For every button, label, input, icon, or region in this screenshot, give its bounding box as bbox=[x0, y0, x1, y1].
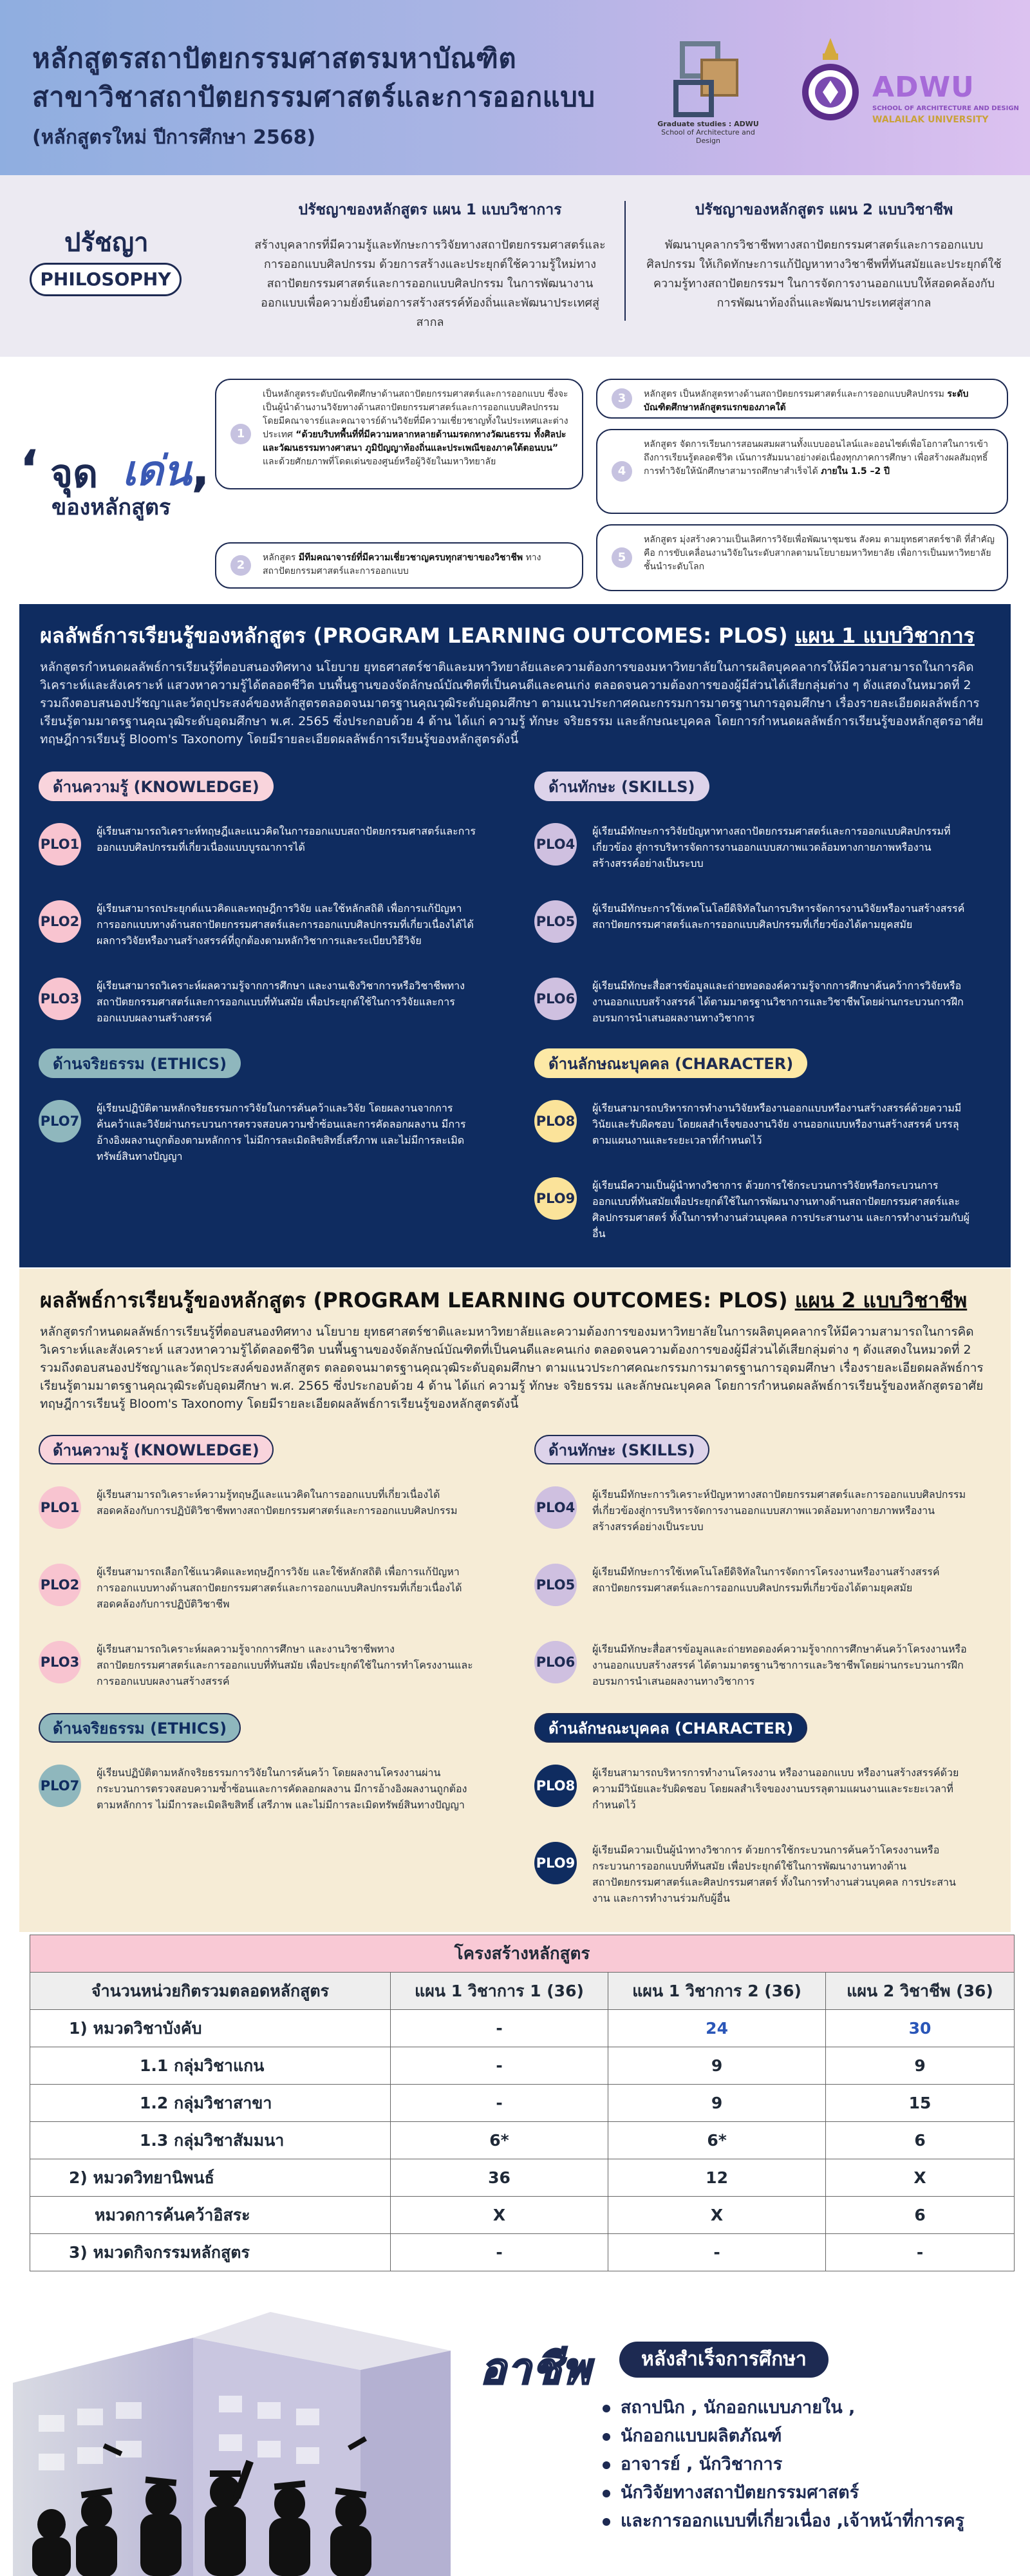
plo-badge: PLO7 bbox=[39, 1765, 81, 1807]
category-ethics: ด้านจริยธรรม (ETHICS) bbox=[39, 1048, 241, 1078]
plo-plan2-section bbox=[19, 1269, 1011, 1932]
philosophy-plan1-text: สร้างบุคลากรที่มีความรู้และทักษะการวิจัยทางสถาปัตยกรรมศาสตร์และการออกแบบศิลปกรรม ด้วยการสร้างและประยุกต์ใช้ความรู้ใหม่ทางสถาปัตยกรรมศาสตร์และการออกแบบศิลปกรรม ในการพัฒนางานออกแบบเพื่อความยั่งยืนต่อการสร้างสรรค์ท้องถิ่นและพัฒนาประเทศสู่สากล bbox=[254, 238, 606, 329]
table-cell: X bbox=[608, 2197, 826, 2234]
plo-badge: PLO2 bbox=[39, 1564, 81, 1606]
table-header: จำนวนหน่วยกิตรวมตลอดหลักสูตร bbox=[30, 1973, 391, 2010]
table-cell: - bbox=[826, 2234, 1015, 2271]
table-cell: 9 bbox=[826, 2047, 1015, 2085]
career-subtitle: หลังสำเร็จการศึกษา bbox=[619, 2342, 829, 2378]
list-item: นักวิจัยทางสถาปัตยกรรมศาสตร์ bbox=[599, 2481, 1024, 2505]
table-cell: X bbox=[826, 2159, 1015, 2197]
plo-text: ผู้เรียนสามารถวิเคราะห์ผลความรู้จากการศึกษา และงานวิชาชีพทางสถาปัตยกรรมศาสตร์และการออกแบบที่ทันสมัย เพื่อประยุกต์ใช้ในการทำโครงงานและการออกแบบผลงานสร้างสรรค์ bbox=[97, 1643, 473, 1687]
plo-plan2-intro: หลักสูตรกำหนดผลลัพธ์การเรียนรู้ที่ตอบสนองทิศทาง นโยบาย ยุทธศาสตร์ชาติและมหาวิทยาลัยและความต้องการของมหาวิทยาลัยในการผลิตบุคคลากรให้มีความสามารถในการคิดวิเคราะห์และสังเคราะห์ แสวงหาความรู้ได้ตลอดชีวิต บนพื้นฐานของจัดลักษณ์บัณฑิตที่เป็นคนดีและคนเก่ง ตลอดจนความต้องการของผู้มีส่วนได้เสียกลุ่มต่าง ๆ ดังแสดงในหมวดที่ 2 รวมถึงตอบสนองปรัชญาและวัตถุประสงค์ของหลักสูตร ตลอดจนมาตรฐานคุณวุฒิระดับอุดมศึกษา ตามแนวประกาศคณะกรรมการมาตรฐานการอุดมศึกษา เรื่องรายละเอียดผลลัพธ์การเรียนรู้ตามมาตรฐานคุณวุฒิระดับอุดมศึกษา พ.ศ. 2565 ซึ่งประกอบด้วย 4 ด้าน ได้แก่ ความรู้ ทักษะ จริยธรรม และลักษณะบุคคล โดยการกำหนดผลลัพธ์การเรียนรู้ของหลักสูตรอาศัยทฤษฎีการเรียนรู้ Bloom's Taxonomy โดยมีรายละเอียดผลลัพธ์การเรียนรู้ของหลักสูตรดังนี้ bbox=[40, 1325, 984, 1411]
list-item: นักออกแบบผลิตภัณฑ์ bbox=[599, 2424, 1024, 2448]
category-character: ด้านลักษณะบุคคล (CHARACTER) bbox=[534, 1713, 807, 1743]
table-cell: 6* bbox=[391, 2122, 608, 2159]
plo-text: ผู้เรียนสามารถวิเคราะห์ความรู้ทฤษฎีและแนวคิดในการออกแบบที่เกี่ยวเนื่องได้สอดคล้องกับการปฏิบัติวิชาชีพทางสถาปัตยกรรมศาสตร์และการออกแบบศิลปกรรม bbox=[97, 1488, 458, 1517]
plo-badge: PLO7 bbox=[39, 1100, 81, 1142]
highlights-title-c: ของหลักสูตร bbox=[52, 495, 171, 520]
table-cell: - bbox=[608, 2234, 826, 2271]
table-row bbox=[30, 2010, 1015, 2047]
plo-text: ผู้เรียนมีความเป็นผู้นำทางวิชาการ ด้วยการใช้กระบวนการค้นคว้าโครงงานหรือกระบวนการออกแบบที่ทันสมัย เพื่อประยุกต์ใช้ในการพัฒนางานทางด้านสถาปัตยกรรมศาสตร์และศิลปกรรมศาสตร์ ทั้งในการทำงานส่วนบุคคล การประสานงาน และการทำงานร่วมกับผู้อื่น bbox=[592, 1844, 956, 1904]
highlight-number: 4 bbox=[612, 461, 632, 482]
plo-badge: PLO5 bbox=[534, 900, 577, 943]
table-row bbox=[30, 2122, 1015, 2159]
table-header-row bbox=[30, 1973, 1015, 2010]
plo-badge: PLO4 bbox=[534, 1486, 577, 1529]
philosophy-section bbox=[0, 175, 1030, 357]
highlight-number: 1 bbox=[230, 424, 251, 444]
university-seal-icon bbox=[798, 35, 863, 126]
plo-text: ผู้เรียนสามารถเลือกใช้แนวคิดและทฤษฎีการวิจัย และใช้หลักสถิติ เพื่อการแก้ปัญหาการออกแบบทางด้านสถาปัตยกรรมศาสตร์และการออกแบบศิลปกรรมที่เกี่ยวเนื่องได้สอดคล้องกับการปฏิบัติวิชาชีพ bbox=[97, 1566, 462, 1610]
plo-badge: PLO4 bbox=[534, 823, 577, 866]
category-knowledge: ด้านความรู้ (KNOWLEDGE) bbox=[39, 1435, 274, 1464]
plo-text: ผู้เรียนสามารถประยุกต์แนวคิดและทฤษฎีการวิจัย และใช้หลักสถิติ เพื่อการแก้ปัญหาการออกแบบทางด้านสถาปัตยกรรมศาสตร์และการออกแบบศิลปกรรมที่เกี่ยวเนื่องได้ได้ผลการวิจัยหรืองานสร้างสรรค์ที่ถูกต้องตามหลักวิชาการและระเบียบวิธีวิจัย bbox=[97, 902, 474, 947]
table-row bbox=[30, 2047, 1015, 2085]
table-cell: 1.3 กลุ่มวิชาสัมมนา bbox=[30, 2122, 391, 2159]
plo-text: ผู้เรียนปฏิบัติตามหลักจริยธรรมการวิจัยในการค้นคว้าและวิจัย โดยผลงานจากการค้นคว้าและวิจัยผ่านกระบวนการตรวจสอบความซ้ำซ้อนและการคัดลอกผลงาน มีการอ้างอิงผลงานถูกต้องตามหลักการ ไม่มีการละเมิดลิขสิทธิ์เสรีภาพ และไม่มีการละเมิดทรัพย์สินทางปัญญา bbox=[97, 1102, 466, 1162]
plo-text: ผู้เรียนสามารถวิเคราะห์ทฤษฎีและแนวคิดในการออกแบบสถาปัตยกรรมศาสตร์และการออกแบบศิลปกรรมที่เกี่ยวเนื่องแบบบูรณาการได้ bbox=[97, 825, 476, 853]
highlight-number: 3 bbox=[612, 388, 632, 409]
highlight-item-3: 3 หลักสูตร เป็นหลักสูตรทางด้านสถาปัตยกรรมศาสตร์และการออกแบบศิลปกรรม ระดับบัณฑิตศึกษาหลักสูตรแรกของภาคใต้ bbox=[596, 379, 1008, 419]
plo-text: ผู้เรียนปฏิบัติตามหลักจริยธรรมการวิจัยในการค้นคว้า โดยผลงานโครงงานผ่านกระบวนการตรวจสอบความซ้ำซ้อนและการคัดลอกผลงาน มีการอ้างอิงผลงานถูกต้องตามหลักการ ไม่มีการละเมิดลิขสิทธิ์ เสรีภาพ และไม่มีการละเมิดทรัพย์สินทางปัญญา bbox=[97, 1766, 467, 1811]
table-cell: 15 bbox=[826, 2085, 1015, 2122]
plo-text: ผู้เรียนมีทักษะการใช้เทคโนโลยีดิจิทัลในการจัดการโครงงานหรืองานสร้างสรรค์สถาปัตยกรรมศาสตร์และการออกแบบศิลปกรรมที่เกี่ยวข้องได้ตามยุคสมัย bbox=[592, 1566, 940, 1594]
philosophy-divider bbox=[624, 201, 626, 321]
table-cell: 3) หมวดกิจกรรมหลักสูตร bbox=[30, 2234, 391, 2271]
table-cell: 36 bbox=[391, 2159, 608, 2197]
plo-badge: PLO9 bbox=[534, 1842, 577, 1884]
table-cell: 9 bbox=[608, 2047, 826, 2085]
table-header: แผน 1 วิชาการ 2 (36) bbox=[608, 1973, 826, 2010]
plo-badge: PLO8 bbox=[534, 1765, 577, 1807]
highlights-title-b: เด่น bbox=[122, 448, 192, 495]
table-cell: หมวดการค้นคว้าอิสระ bbox=[30, 2197, 391, 2234]
plo-text: ผู้เรียนมีทักษะสื่อสารข้อมูลและถ่ายทอดองค์ความรู้จากการศึกษาค้นคว้าการวิจัยหรืองานออกแบบสร้างสรรค์ ได้ตามมาตรฐานวิชาการและวิชาชีพโดยผ่านกระบวนการฝึกอบรมการนำเสนอผลงานทางวิชาการ bbox=[592, 980, 964, 1024]
highlights-section bbox=[0, 357, 1030, 601]
close-quote-icon: ’ bbox=[191, 466, 211, 526]
plo-text: ผู้เรียนมีทักษะการใช้เทคโนโลยีดิจิทัลในการบริหารจัดการงานวิจัยหรืองานสร้างสรรค์สถาปัตยกรรมศาสตร์และการออกแบบศิลปกรรมที่เกี่ยวข้องได้ตามยุคสมัย bbox=[592, 902, 965, 931]
category-character: ด้านลักษณะบุคคล (CHARACTER) bbox=[534, 1048, 807, 1078]
header-banner bbox=[0, 0, 1030, 175]
list-item: และการออกแบบที่เกี่ยวเนื่อง ,เจ้าหน้าที่การครู bbox=[599, 2509, 1024, 2533]
table-cell: 1.2 กลุ่มวิชาสาขา bbox=[30, 2085, 391, 2122]
table-cell: 6 bbox=[826, 2197, 1015, 2234]
category-knowledge: ด้านความรู้ (KNOWLEDGE) bbox=[39, 772, 274, 801]
table-header: แผน 1 วิชาการ 1 (36) bbox=[391, 1973, 608, 2010]
table-cell: 6* bbox=[608, 2122, 826, 2159]
plo-badge: PLO6 bbox=[534, 978, 577, 1020]
plo-text: ผู้เรียนสามารถบริหารการทำงานโครงงาน หรืองานออกแบบ หรืองานสร้างสรรค์ด้วยความมีวินัยและรับผิดชอบ โดยผลสำเร็จของงานบรรลุตามแผนงานและระยะเวลาที่กำหนดไว้ bbox=[592, 1766, 959, 1811]
highlight-number: 5 bbox=[612, 547, 632, 568]
plo-badge: PLO9 bbox=[534, 1177, 577, 1220]
table-cell: 9 bbox=[608, 2085, 826, 2122]
highlights-title-a: จุด bbox=[50, 451, 98, 497]
table-row bbox=[30, 2085, 1015, 2122]
category-skills: ด้านทักษะ (SKILLS) bbox=[534, 1435, 709, 1464]
plo-text: ผู้เรียนสามารถบริหารการทำงานวิจัยหรืองานออกแบบหรืองานสร้างสรรค์ด้วยความมีวินัยและรับผิดชอบ โดยผลสำเร็จของงานวิจัย งานออกแบบหรืองานสร้างสรรค์ บรรลุตามแผนงานและระยะเวลาที่กำหนดไว้ bbox=[592, 1102, 962, 1146]
list-item: อาจารย์ , นักวิชาการ bbox=[599, 2452, 1024, 2477]
plo-plan2-title: ผลลัพธ์การเรียนรู้ของหลักสูตร (PROGRAM LEARNING OUTCOMES: PLOS) แผน 2 แบบวิชาชีพ bbox=[40, 1288, 968, 1312]
plo-badge: PLO2 bbox=[39, 900, 81, 943]
adwu-logo: ADWU bbox=[872, 71, 975, 104]
philosophy-label-th: ปรัชญา bbox=[64, 228, 149, 258]
table-cell: 1) หมวดวิชาบังคับ bbox=[30, 2010, 391, 2047]
curriculum-structure-table bbox=[30, 1935, 1015, 2271]
table-row bbox=[30, 2197, 1015, 2234]
highlight-number: 2 bbox=[230, 555, 251, 576]
open-quote-icon: ‘ bbox=[19, 439, 39, 499]
plo-badge: PLO6 bbox=[534, 1641, 577, 1683]
plo-badge: PLO8 bbox=[534, 1100, 577, 1142]
plo-text: ผู้เรียนมีทักษะการวิจัยปัญหาทางสถาปัตยกรรมศาสตร์และการออกแบบศิลปกรรมที่เกี่ยวข้อง สู่การบริหารจัดการงานออกแบบสภาพแวดล้อมทางกายภาพหรืองานสร้างสรรค์อย่างเป็นระบบ bbox=[592, 825, 951, 869]
table-header: แผน 2 วิชาชีพ (36) bbox=[826, 1973, 1015, 2010]
highlight-item-4: 4 หลักสูตร จัดการเรียนการสอนผสมผสานทั้งแบบออนไลน์และออนไซต์เพื่อโอกาสในการเข้าถึงการเรียนรู้ตลอดชีวิต เน้นการสัมมนาอย่างต่อเนื่องทุกภาคการศึกษา เพื่อสร้างผลสัมฤทธิ์การทำวิจัยให้นักศึกษาสามารถศึกษาสำเร็จได้ ภายใน 1.5 –2 ปี bbox=[596, 429, 1008, 514]
plo-plan1-intro: หลักสูตรกำหนดผลลัพธ์การเรียนรู้ที่ตอบสนองทิศทาง นโยบาย ยุทธศาสตร์ชาติและมหาวิทยาลัยและความต้องการของมหาวิทยาลัยในการผลิตบุคคลากรให้มีความสามารถในการคิดวิเคราะห์และสังเคราะห์ แสวงหาความรู้ได้ตลอดชีวิต บนพื้นฐานของจัดลักษณ์บัณฑิตที่เป็นคนดีและคนเก่ง ตลอดจนความต้องการของผู้มีส่วนได้เสียกลุ่มต่าง ๆ ดังแสดงในหมวดที่ 2 รวมถึงตอบสนองปรัชญาและวัตถุประสงค์ของหลักสูตรตลอดจนมาตรฐานคุณวุฒิระดับอุดมศึกษา ตามแนวประกาศคณะกรรมการมาตรฐานการอุดมศึกษา เรื่องรายละเอียดผลลัพธ์การเรียนรู้ตามมาตรฐานคุณวุฒิระดับอุดมศึกษา พ.ศ. 2565 ซึ่งประกอบด้วย 4 ด้าน ได้แก่ ความรู้ ทักษะ จริยธรรม และลักษณะบุคคล โดยการกำหนดผลลัพธ์การเรียนรู้ของหลักสูตรอาศัยทฤษฎีการเรียนรู้ Bloom's Taxonomy โดยมีรายละเอียดผลลัพธ์การเรียนรู้ของหลักสูตรดังนี้ bbox=[40, 660, 984, 746]
highlight-item-1: 1 เป็นหลักสูตรระดับบัณฑิตศึกษาด้านสถาปัตยกรรมศาสตร์และการออกแบบ ซึ่งจะเป็นผู้นำด้านงานวิจัยทางด้านสถาปัตยกรรมศาสตร์และการออกแบบศิลปกรรม โดยมีคณาจารย์และคณาจารย์ด้านวิจัยที่มีความเชี่ยวชาญทั้งในประเทศและต่างประเทศ “ด้วยบริบทพื้นที่ที่มีความหลากหลายด้านมรดกทางวัฒนธรรม ทั้งศิลปะและวัฒนธรรมทางศาสนา ภูมิปัญญาท้องถิ่นและประเพณีของภาคใต้ตอนบน” และด้วยศักยภาพที่โดดเด่นของศูนย์หรือผู้วิจัยในมหาวิทยาลัย bbox=[215, 379, 583, 489]
plo-text: ผู้เรียนสามารถวิเคราะห์ผลความรู้จากการศึกษา และงานเชิงวิชาการหรือวิชาชีพทางสถาปัตยกรรมศาสตร์และการออกแบบที่ทันสมัย เพื่อประยุกต์ใช้ในการวิจัยและการออกแบบผลงานสร้างสรรค์ bbox=[97, 980, 465, 1024]
table-cell: - bbox=[391, 2010, 608, 2047]
graduate-studies-caption: Graduate studies : ADWU School of Architecture and Design bbox=[657, 120, 759, 145]
table-cell: 24 bbox=[608, 2010, 826, 2047]
table-cell: 6 bbox=[826, 2122, 1015, 2159]
philosophy-plan2-title: ปรัชญาของหลักสูตร แผน 2 แบบวิชาชีพ bbox=[695, 202, 953, 218]
career-title: อาชีพ bbox=[480, 2344, 592, 2394]
adwu-school-name: SCHOOL OF ARCHITECTURE AND DESIGN bbox=[872, 105, 1019, 112]
table-cell: 1.1 กลุ่มวิชาแกน bbox=[30, 2047, 391, 2085]
career-section bbox=[0, 2299, 1030, 2576]
highlight-item-5: 5 หลักสูตร มุ่งสร้างความเป็นเลิศการวิจัยเพื่อพัฒนาชุมชน สังคม ตามยุทธศาสตร์ชาติ ที่สำคัญคือ การขับเคลื่อนงานวิจัยในระดับสากลตามนโยบายมหาวิทยาลัย เพื่อการเป็นมหาวิทยาลัยชั้นนำระดับโลก bbox=[596, 524, 1008, 591]
philosophy-label-en: PHILOSOPHY bbox=[30, 263, 182, 296]
table-cell: - bbox=[391, 2234, 608, 2271]
table-row bbox=[30, 2234, 1015, 2271]
table-row bbox=[30, 2159, 1015, 2197]
plo-plan1-section bbox=[19, 604, 1011, 1267]
page-title-line2: สาขาวิชาสถาปัตยกรรมศาสตร์และการออกแบบ bbox=[32, 81, 595, 113]
table-cell: 2) หมวดวิทยานิพนธ์ bbox=[30, 2159, 391, 2197]
table-cell: 12 bbox=[608, 2159, 826, 2197]
plo-badge: PLO3 bbox=[39, 1641, 81, 1683]
list-item: สถาปนิก , นักออกแบบภายใน , bbox=[599, 2396, 1024, 2420]
career-list bbox=[599, 2396, 1024, 2537]
adwu-university-name: WALAILAK UNIVERSITY bbox=[872, 115, 989, 125]
plo-badge: PLO1 bbox=[39, 823, 81, 866]
plo-plan1-title: ผลลัพธ์การเรียนรู้ของหลักสูตร (PROGRAM LEARNING OUTCOMES: PLOS) แผน 1 แบบวิชาการ bbox=[40, 623, 975, 648]
table-cell: - bbox=[391, 2047, 608, 2085]
table-title: โครงสร้างหลักสูตร bbox=[30, 1935, 1015, 1973]
page-subtitle: (หลักสูตรใหม่ ปีการศึกษา 2568) bbox=[32, 126, 316, 149]
philosophy-plan1 bbox=[250, 198, 610, 332]
highlight-item-2: 2 หลักสูตร มีทีมคณาจารย์ที่มีความเชี่ยวชาญครบทุกสาขาของวิชาชีพ ทางสถาปัตยกรรมศาสตร์และการออกแบบ bbox=[215, 542, 583, 589]
category-ethics: ด้านจริยธรรม (ETHICS) bbox=[39, 1713, 241, 1743]
philosophy-plan2-text: พัฒนาบุคลากรวิชาชีพทางสถาปัตยกรรมศาสตร์และการออกแบบศิลปกรรม ให้เกิดทักษะการแก้ปัญหาทางวิชาชีพที่ทันสมัยและประยุกต์ใช้ความรู้ทางสถาปัตยกรรมฯ ในการจัดการงานออกแบบให้สอดคล้องกับการพัฒนาท้องถิ่นและพัฒนาประเทศสู่สากล bbox=[646, 238, 1002, 310]
plo-badge: PLO5 bbox=[534, 1564, 577, 1606]
philosophy-plan1-title: ปรัชญาของหลักสูตร แผน 1 แบบวิชาการ bbox=[298, 202, 562, 218]
table-cell: X bbox=[391, 2197, 608, 2234]
page-title: หลักสูตรสถาปัตยกรรมศาสตรมหาบัณฑิต bbox=[32, 43, 517, 74]
philosophy-plan2 bbox=[644, 198, 1004, 313]
plo-badge: PLO1 bbox=[39, 1486, 81, 1529]
table-cell: - bbox=[391, 2085, 608, 2122]
plo-text: ผู้เรียนมีทักษะการวิเคราะห์ปัญหาทางสถาปัตยกรรมศาสตร์และการออกแบบศิลปกรรมที่เกี่ยวข้องสู่การบริหารจัดการงานออกแบบสภาพแวดล้อมทางกายภาพหรืองานสร้างสรรค์อย่างเป็นระบบ bbox=[592, 1488, 966, 1533]
category-skills: ด้านทักษะ (SKILLS) bbox=[534, 772, 709, 801]
plo-text: ผู้เรียนมีทักษะสื่อสารข้อมูลและถ่ายทอดองค์ความรู้จากการศึกษาค้นคว้าโครงงานหรืองานออกแบบสร้างสรรค์ ได้ตามมาตรฐานวิชาการและวิชาชีพโดยผ่านกระบวนการฝึกอบรมการนำเสนอผลงานทางวิชาการ bbox=[592, 1643, 967, 1687]
plo-badge: PLO3 bbox=[39, 978, 81, 1020]
plo-text: ผู้เรียนมีความเป็นผู้นำทางวิชาการ ด้วยการใช้กระบวนการวิจัยหรือกระบวนการออกแบบที่ทันสมัยเพื่อประยุกต์ใช้ในการพัฒนางานทางด้านสถาปัตยกรรมศาสตร์และศิลปกรรมศาสตร์ ทั้งในการทำงานส่วนบุคคล การประสานงาน และการทำงานร่วมกับผู้อื่น bbox=[592, 1179, 969, 1240]
table-cell: 30 bbox=[826, 2010, 1015, 2047]
